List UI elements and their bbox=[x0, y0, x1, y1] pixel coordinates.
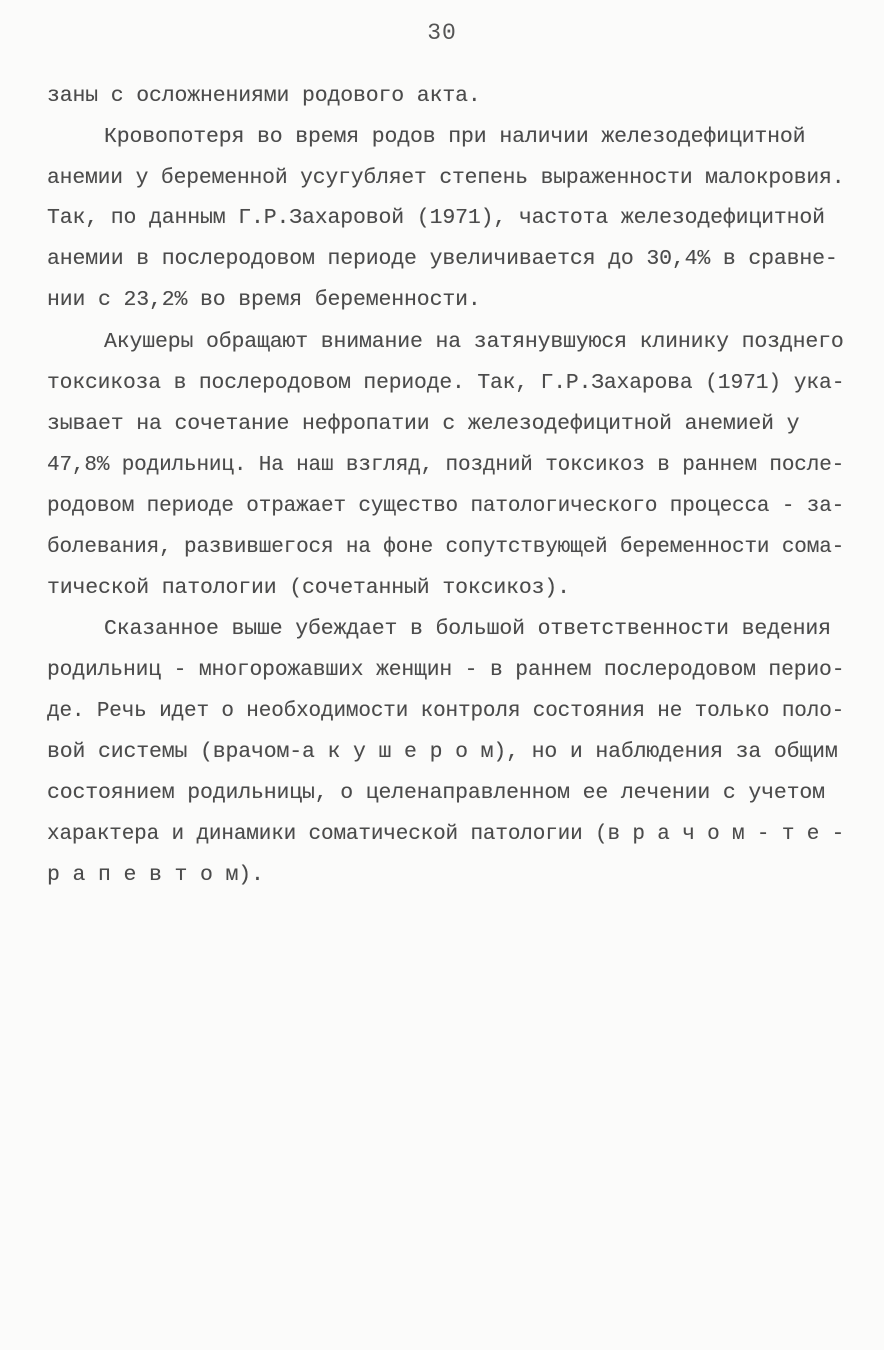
text-line: токсикоза в послеродовом периоде. Так, Г.Р.Захарова (1971) ука- bbox=[47, 371, 845, 395]
text-line: болевания, развившегося на фоне сопутствующей беременности сома- bbox=[47, 535, 845, 559]
text-line: 47,8% родильниц. На наш взгляд, поздний токсикоз в раннем после- bbox=[47, 453, 845, 477]
text-line: вой системы (врачом-а к у ш е р о м), но и наблюдения за общим bbox=[47, 740, 838, 764]
text-line: зывает на сочетание нефропатии с железодефицитной анемией у bbox=[47, 412, 800, 436]
text-line: состоянием родильницы, о целенаправленном ее лечении с учетом bbox=[47, 781, 825, 805]
text-line: родильниц - многорожавших женщин - в раннем послеродовом перио- bbox=[47, 658, 845, 682]
text-line: де. Речь идет о необходимости контроля состояния не только поло- bbox=[47, 699, 845, 723]
text-line: Сказанное выше убеждает в большой ответственности ведения bbox=[104, 617, 831, 641]
page-number: 30 bbox=[427, 20, 457, 46]
text-line: нии с 23,2% во время беременности. bbox=[47, 288, 481, 312]
text-line: заны с осложнениями родового акта. bbox=[47, 84, 481, 108]
text-line: анемии в послеродовом периоде увеличивается до 30,4% в сравне- bbox=[47, 247, 838, 271]
text-line: Кровопотеря во время родов при наличии железодефицитной bbox=[104, 125, 806, 149]
text-line: тической патологии (сочетанный токсикоз). bbox=[47, 576, 570, 600]
text-line: Так, по данным Г.Р.Захаровой (1971), частота железодефицитной bbox=[47, 206, 825, 230]
text-line: анемии у беременной усугубляет степень выраженности малокровия. bbox=[47, 166, 845, 190]
text-line: р а п е в т о м). bbox=[47, 863, 264, 887]
text-line: Акушеры обращают внимание на затянувшуюся клинику позднего bbox=[104, 330, 844, 354]
text-line: родовом периоде отражает существо патологического процесса - за- bbox=[47, 494, 845, 518]
text-line: характера и динамики соматической патологии (в р а ч о м - т е - bbox=[47, 822, 845, 846]
